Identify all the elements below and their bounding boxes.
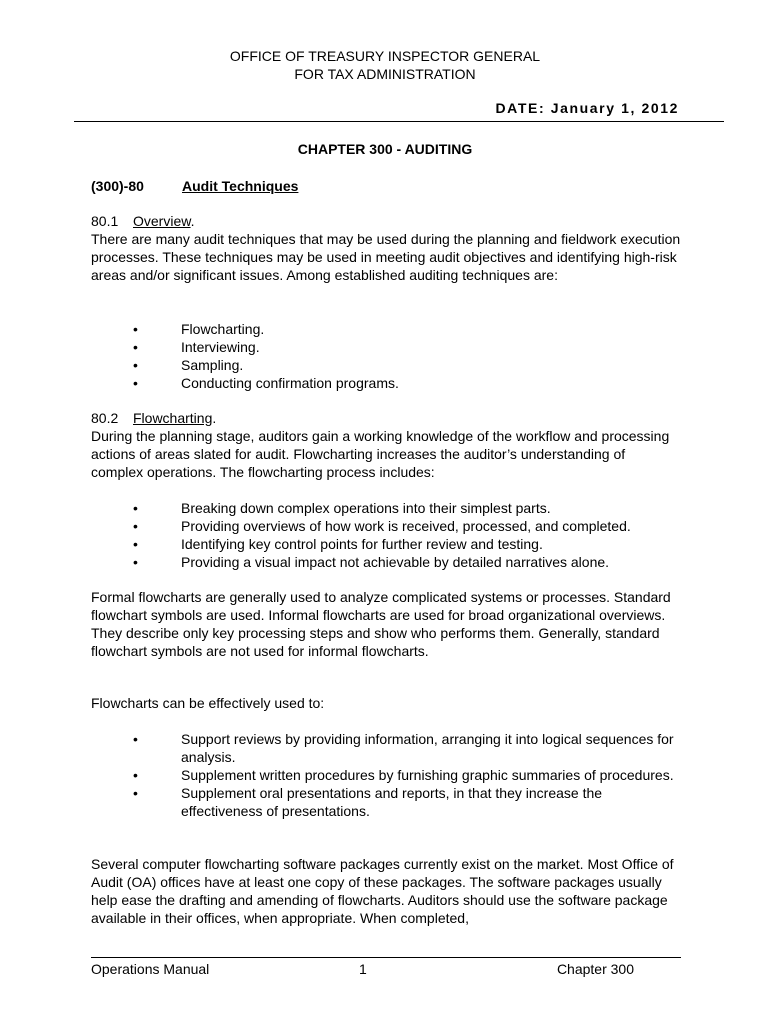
formal-flowcharts-paragraph: Formal flowcharts are generally used to analyze complicated systems or processes. Standard flowchart symbols are used. Informal flowcharts are used for broad organizational overviews. They describe only key processing steps and show who performs them. Generally, standard flowchart symbols are not used for informal flowcharts. <box>91 589 671 659</box>
list-item: • Support reviews by providing information, arranging it into logical sequences for analysis. <box>133 731 674 765</box>
list-item: • Supplement oral presentations and reports, in that they increase the effectiveness of presentations. <box>133 785 603 819</box>
agency-name-line-1: OFFICE OF TREASURY INSPECTOR GENERAL <box>229 48 541 64</box>
flowcharts-uses-intro: Flowcharts can be effectively used to: <box>91 695 325 711</box>
overview-bullet-list <box>91 320 681 392</box>
document-date: DATE: January 1, 2012 <box>495 100 679 116</box>
chapter-title: CHAPTER 300 - AUDITING <box>297 141 473 157</box>
agency-name-line-2: FOR TAX ADMINISTRATION <box>294 66 476 82</box>
footer-manual-name: Operations Manual <box>91 961 210 977</box>
flowcharts-uses-list <box>91 730 681 820</box>
list-item: • Interviewing. <box>133 339 260 355</box>
flowcharting-block <box>91 409 681 481</box>
section-number: (300)-80 <box>91 178 144 194</box>
header-divider <box>74 121 724 122</box>
footer-chapter: Chapter 300 <box>556 961 634 977</box>
footer-page-number: 1 <box>359 961 367 977</box>
flowcharting-bullet-list <box>91 499 681 571</box>
software-paragraph: Several computer flowcharting software packages currently exist on the market. Most Office of Audit (OA) offices have at least one copy of these packages. The software packages usually help ease the drafting and amending of flowcharts. Auditors should use the software package available in their offices, when appropriate. When completed, <box>91 856 674 926</box>
overview-heading: 80.1 Overview. <box>91 213 195 229</box>
flowcharting-number: 80.2 <box>91 410 119 426</box>
list-item: • Providing overviews of how work is received, processed, and completed. <box>133 518 631 534</box>
list-item: • Supplement written procedures by furnishing graphic summaries of procedures. <box>133 767 674 783</box>
list-item: • Conducting confirmation programs. <box>133 375 399 391</box>
list-item: • Sampling. <box>133 357 244 373</box>
list-item: • Identifying key control points for further review and testing. <box>133 536 543 552</box>
list-item: • Providing a visual impact not achievable by detailed narratives alone. <box>133 554 610 570</box>
overview-block <box>91 212 681 284</box>
flowcharting-paragraph: During the planning stage, auditors gain a working knowledge of the workflow and processing actions of areas slated for audit. Flowcharting increases the auditor’s understanding of complex operations. The flowcharting process includes: <box>91 428 670 480</box>
overview-number: 80.1 <box>91 213 119 229</box>
section-heading <box>91 178 298 194</box>
overview-title: Overview <box>133 213 191 229</box>
section-title: Audit Techniques <box>182 178 299 194</box>
flowcharting-heading: 80.2 Flowcharting. <box>91 410 217 426</box>
list-item: • Breaking down complex operations into their simplest parts. <box>133 500 551 516</box>
footer-divider <box>91 957 681 958</box>
flowcharting-title: Flowcharting <box>133 410 213 426</box>
list-item: • Flowcharting. <box>133 321 265 337</box>
overview-paragraph: There are many audit techniques that may be used during the planning and fieldwork execution processes. These techniques may be used in meeting audit objectives and identifying high-risk areas and/or significant issues. Among established auditing techniques are: <box>91 231 681 283</box>
